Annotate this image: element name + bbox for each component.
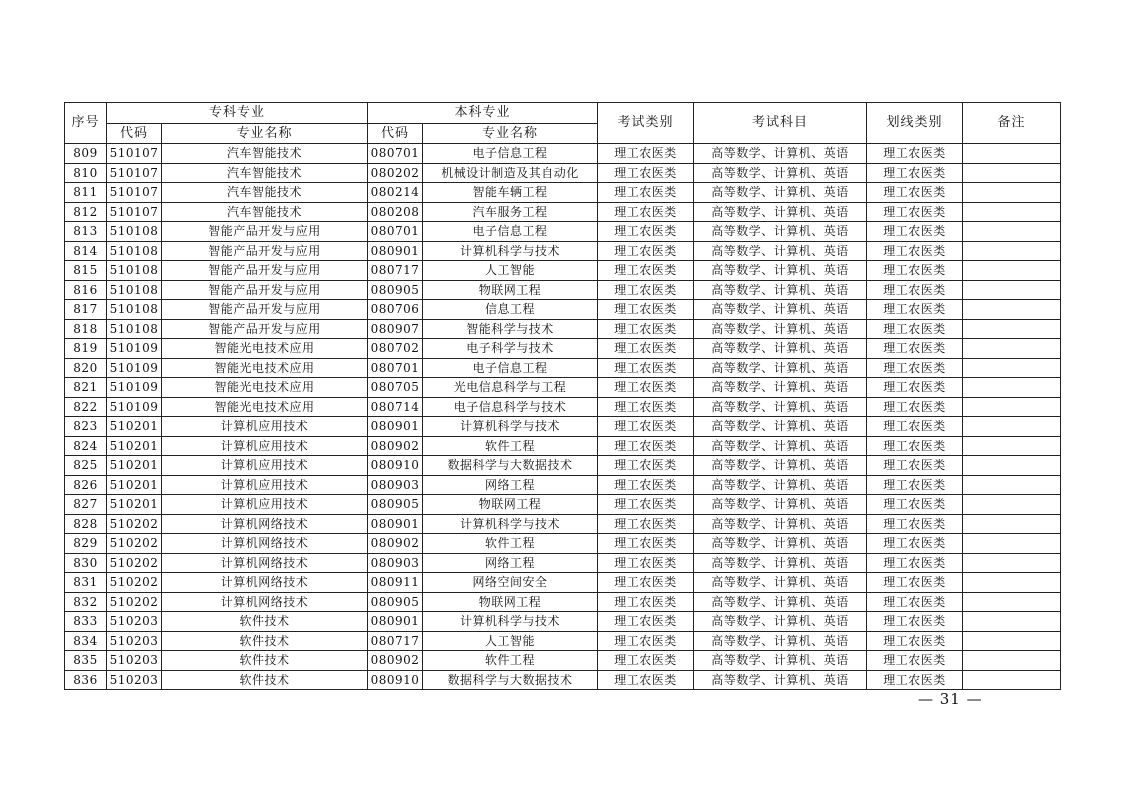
benke-name-cell: 人工智能 xyxy=(423,261,598,281)
benke-code-cell: 080202 xyxy=(368,163,423,183)
table-row xyxy=(65,534,1061,554)
line-category-cell: 理工农医类 xyxy=(867,300,963,320)
zhuanke-name-cell: 计算机网络技术 xyxy=(162,534,368,554)
seq-cell: 815 xyxy=(65,261,107,281)
zhuanke-code-cell: 510107 xyxy=(107,183,162,203)
remarks-cell xyxy=(963,280,1061,300)
remarks-cell xyxy=(963,417,1061,437)
zhuanke-code-cell: 510108 xyxy=(107,222,162,242)
remarks-cell xyxy=(963,163,1061,183)
table-row xyxy=(65,670,1061,690)
exam-category-cell: 理工农医类 xyxy=(598,300,694,320)
line-category-cell: 理工农医类 xyxy=(867,319,963,339)
seq-cell: 828 xyxy=(65,514,107,534)
remarks-cell xyxy=(963,651,1061,671)
zhuanke-name-cell: 智能产品开发与应用 xyxy=(162,241,368,261)
zhuanke-code-cell: 510108 xyxy=(107,280,162,300)
zhuanke-code-cell: 510202 xyxy=(107,553,162,573)
benke-name-cell: 计算机科学与技术 xyxy=(423,417,598,437)
zhuanke-name-cell: 计算机网络技术 xyxy=(162,514,368,534)
line-category-cell: 理工农医类 xyxy=(867,514,963,534)
exam-subjects-cell: 高等数学、计算机、英语 xyxy=(694,319,867,339)
exam-subjects-cell: 高等数学、计算机、英语 xyxy=(694,670,867,690)
zhuanke-code-cell: 510202 xyxy=(107,534,162,554)
table-row xyxy=(65,261,1061,281)
exam-category-cell: 理工农医类 xyxy=(598,417,694,437)
exam-category-cell: 理工农医类 xyxy=(598,241,694,261)
zhuanke-name-cell: 计算机网络技术 xyxy=(162,573,368,593)
benke-name-cell: 物联网工程 xyxy=(423,495,598,515)
benke-code-cell: 080714 xyxy=(368,397,423,417)
seq-cell: 823 xyxy=(65,417,107,437)
exam-subjects-cell: 高等数学、计算机、英语 xyxy=(694,651,867,671)
seq-cell: 816 xyxy=(65,280,107,300)
line-category-cell: 理工农医类 xyxy=(867,241,963,261)
benke-name-cell: 软件工程 xyxy=(423,651,598,671)
benke-code-cell: 080911 xyxy=(368,573,423,593)
exam-subjects-cell: 高等数学、计算机、英语 xyxy=(694,202,867,222)
line-category-cell: 理工农医类 xyxy=(867,670,963,690)
header-exam-category: 考试类别 xyxy=(598,103,694,144)
zhuanke-name-cell: 智能光电技术应用 xyxy=(162,397,368,417)
benke-code-cell: 080717 xyxy=(368,631,423,651)
line-category-cell: 理工农医类 xyxy=(867,358,963,378)
table-row xyxy=(65,436,1061,456)
table-row xyxy=(65,475,1061,495)
exam-category-cell: 理工农医类 xyxy=(598,280,694,300)
table-row xyxy=(65,339,1061,359)
table-row xyxy=(65,163,1061,183)
benke-code-cell: 080901 xyxy=(368,417,423,437)
zhuanke-code-cell: 510108 xyxy=(107,261,162,281)
exam-subjects-cell: 高等数学、计算机、英语 xyxy=(694,417,867,437)
zhuanke-name-cell: 软件技术 xyxy=(162,670,368,690)
exam-category-cell: 理工农医类 xyxy=(598,612,694,632)
line-category-cell: 理工农医类 xyxy=(867,573,963,593)
header-zhuanke: 专科专业 xyxy=(107,103,368,124)
exam-subjects-cell: 高等数学、计算机、英语 xyxy=(694,261,867,281)
majors-table xyxy=(64,102,1061,690)
zhuanke-code-cell: 510201 xyxy=(107,456,162,476)
exam-category-cell: 理工农医类 xyxy=(598,514,694,534)
seq-cell: 811 xyxy=(65,183,107,203)
zhuanke-name-cell: 智能产品开发与应用 xyxy=(162,222,368,242)
line-category-cell: 理工农医类 xyxy=(867,534,963,554)
remarks-cell xyxy=(963,202,1061,222)
zhuanke-code-cell: 510203 xyxy=(107,651,162,671)
table-row xyxy=(65,222,1061,242)
header-benke-code: 代码 xyxy=(368,124,423,144)
table-row xyxy=(65,280,1061,300)
benke-name-cell: 人工智能 xyxy=(423,631,598,651)
zhuanke-name-cell: 智能光电技术应用 xyxy=(162,358,368,378)
remarks-cell xyxy=(963,514,1061,534)
benke-code-cell: 080910 xyxy=(368,456,423,476)
benke-code-cell: 080214 xyxy=(368,183,423,203)
line-category-cell: 理工农医类 xyxy=(867,651,963,671)
benke-name-cell: 数据科学与大数据技术 xyxy=(423,456,598,476)
exam-subjects-cell: 高等数学、计算机、英语 xyxy=(694,163,867,183)
zhuanke-code-cell: 510201 xyxy=(107,436,162,456)
exam-category-cell: 理工农医类 xyxy=(598,163,694,183)
benke-name-cell: 电子信息工程 xyxy=(423,222,598,242)
benke-code-cell: 080905 xyxy=(368,495,423,515)
exam-subjects-cell: 高等数学、计算机、英语 xyxy=(694,573,867,593)
zhuanke-name-cell: 软件技术 xyxy=(162,651,368,671)
exam-category-cell: 理工农医类 xyxy=(598,670,694,690)
table-body xyxy=(65,144,1061,690)
exam-category-cell: 理工农医类 xyxy=(598,475,694,495)
seq-cell: 833 xyxy=(65,612,107,632)
zhuanke-code-cell: 510201 xyxy=(107,495,162,515)
seq-cell: 822 xyxy=(65,397,107,417)
line-category-cell: 理工农医类 xyxy=(867,183,963,203)
remarks-cell xyxy=(963,183,1061,203)
benke-code-cell: 080907 xyxy=(368,319,423,339)
seq-cell: 832 xyxy=(65,592,107,612)
table-row xyxy=(65,456,1061,476)
benke-code-cell: 080905 xyxy=(368,280,423,300)
seq-cell: 825 xyxy=(65,456,107,476)
line-category-cell: 理工农医类 xyxy=(867,436,963,456)
exam-category-cell: 理工农医类 xyxy=(598,553,694,573)
benke-code-cell: 080905 xyxy=(368,592,423,612)
table-row xyxy=(65,358,1061,378)
line-category-cell: 理工农医类 xyxy=(867,553,963,573)
exam-category-cell: 理工农医类 xyxy=(598,222,694,242)
header-benke-name: 专业名称 xyxy=(423,124,598,144)
benke-code-cell: 080701 xyxy=(368,358,423,378)
benke-code-cell: 080901 xyxy=(368,612,423,632)
benke-code-cell: 080910 xyxy=(368,670,423,690)
line-category-cell: 理工农医类 xyxy=(867,475,963,495)
remarks-cell xyxy=(963,397,1061,417)
zhuanke-name-cell: 计算机网络技术 xyxy=(162,553,368,573)
benke-name-cell: 网络空间安全 xyxy=(423,573,598,593)
zhuanke-code-cell: 510201 xyxy=(107,417,162,437)
table-row xyxy=(65,144,1061,164)
exam-subjects-cell: 高等数学、计算机、英语 xyxy=(694,436,867,456)
benke-name-cell: 计算机科学与技术 xyxy=(423,241,598,261)
header-line-category: 划线类别 xyxy=(867,103,963,144)
benke-code-cell: 080702 xyxy=(368,339,423,359)
benke-name-cell: 智能车辆工程 xyxy=(423,183,598,203)
benke-code-cell: 080705 xyxy=(368,378,423,398)
table-row xyxy=(65,573,1061,593)
remarks-cell xyxy=(963,241,1061,261)
table-row xyxy=(65,514,1061,534)
zhuanke-name-cell: 计算机应用技术 xyxy=(162,417,368,437)
remarks-cell xyxy=(963,144,1061,164)
seq-cell: 809 xyxy=(65,144,107,164)
seq-cell: 830 xyxy=(65,553,107,573)
benke-code-cell: 080701 xyxy=(368,222,423,242)
line-category-cell: 理工农医类 xyxy=(867,163,963,183)
seq-cell: 820 xyxy=(65,358,107,378)
benke-name-cell: 网络工程 xyxy=(423,553,598,573)
line-category-cell: 理工农医类 xyxy=(867,417,963,437)
zhuanke-name-cell: 智能光电技术应用 xyxy=(162,378,368,398)
exam-category-cell: 理工农医类 xyxy=(598,495,694,515)
remarks-cell xyxy=(963,553,1061,573)
exam-category-cell: 理工农医类 xyxy=(598,456,694,476)
zhuanke-code-cell: 510203 xyxy=(107,631,162,651)
zhuanke-code-cell: 510202 xyxy=(107,573,162,593)
exam-subjects-cell: 高等数学、计算机、英语 xyxy=(694,553,867,573)
line-category-cell: 理工农医类 xyxy=(867,144,963,164)
seq-cell: 836 xyxy=(65,670,107,690)
seq-cell: 818 xyxy=(65,319,107,339)
zhuanke-name-cell: 智能光电技术应用 xyxy=(162,339,368,359)
zhuanke-code-cell: 510107 xyxy=(107,163,162,183)
remarks-cell xyxy=(963,475,1061,495)
table-row xyxy=(65,417,1061,437)
zhuanke-name-cell: 计算机应用技术 xyxy=(162,475,368,495)
remarks-cell xyxy=(963,592,1061,612)
zhuanke-code-cell: 510202 xyxy=(107,514,162,534)
table-row xyxy=(65,202,1061,222)
remarks-cell xyxy=(963,631,1061,651)
exam-subjects-cell: 高等数学、计算机、英语 xyxy=(694,280,867,300)
benke-code-cell: 080717 xyxy=(368,261,423,281)
exam-subjects-cell: 高等数学、计算机、英语 xyxy=(694,534,867,554)
exam-subjects-cell: 高等数学、计算机、英语 xyxy=(694,241,867,261)
table-row xyxy=(65,241,1061,261)
benke-name-cell: 计算机科学与技术 xyxy=(423,612,598,632)
zhuanke-code-cell: 510109 xyxy=(107,378,162,398)
exam-subjects-cell: 高等数学、计算机、英语 xyxy=(694,222,867,242)
zhuanke-name-cell: 计算机应用技术 xyxy=(162,495,368,515)
line-category-cell: 理工农医类 xyxy=(867,397,963,417)
exam-category-cell: 理工农医类 xyxy=(598,631,694,651)
seq-cell: 817 xyxy=(65,300,107,320)
seq-cell: 813 xyxy=(65,222,107,242)
exam-subjects-cell: 高等数学、计算机、英语 xyxy=(694,300,867,320)
line-category-cell: 理工农医类 xyxy=(867,202,963,222)
remarks-cell xyxy=(963,495,1061,515)
seq-cell: 831 xyxy=(65,573,107,593)
seq-cell: 834 xyxy=(65,631,107,651)
line-category-cell: 理工农医类 xyxy=(867,612,963,632)
line-category-cell: 理工农医类 xyxy=(867,631,963,651)
seq-cell: 810 xyxy=(65,163,107,183)
remarks-cell xyxy=(963,573,1061,593)
exam-subjects-cell: 高等数学、计算机、英语 xyxy=(694,378,867,398)
zhuanke-code-cell: 510109 xyxy=(107,358,162,378)
line-category-cell: 理工农医类 xyxy=(867,456,963,476)
header-exam-subjects: 考试科目 xyxy=(694,103,867,144)
exam-category-cell: 理工农医类 xyxy=(598,144,694,164)
table-row xyxy=(65,612,1061,632)
table-row xyxy=(65,319,1061,339)
table-row xyxy=(65,397,1061,417)
zhuanke-code-cell: 510109 xyxy=(107,397,162,417)
zhuanke-name-cell: 智能产品开发与应用 xyxy=(162,300,368,320)
seq-cell: 821 xyxy=(65,378,107,398)
remarks-cell xyxy=(963,670,1061,690)
header-seq: 序号 xyxy=(65,103,107,144)
benke-code-cell: 080902 xyxy=(368,534,423,554)
exam-subjects-cell: 高等数学、计算机、英语 xyxy=(694,456,867,476)
exam-category-cell: 理工农医类 xyxy=(598,573,694,593)
remarks-cell xyxy=(963,261,1061,281)
remarks-cell xyxy=(963,534,1061,554)
remarks-cell xyxy=(963,300,1061,320)
exam-category-cell: 理工农医类 xyxy=(598,339,694,359)
zhuanke-name-cell: 软件技术 xyxy=(162,612,368,632)
remarks-cell xyxy=(963,319,1061,339)
zhuanke-code-cell: 510107 xyxy=(107,202,162,222)
benke-name-cell: 物联网工程 xyxy=(423,280,598,300)
exam-category-cell: 理工农医类 xyxy=(598,534,694,554)
line-category-cell: 理工农医类 xyxy=(867,280,963,300)
benke-name-cell: 网络工程 xyxy=(423,475,598,495)
seq-cell: 824 xyxy=(65,436,107,456)
table-row xyxy=(65,651,1061,671)
exam-subjects-cell: 高等数学、计算机、英语 xyxy=(694,495,867,515)
zhuanke-code-cell: 510203 xyxy=(107,670,162,690)
table-row xyxy=(65,300,1061,320)
zhuanke-name-cell: 计算机应用技术 xyxy=(162,456,368,476)
zhuanke-name-cell: 汽车智能技术 xyxy=(162,144,368,164)
benke-name-cell: 软件工程 xyxy=(423,534,598,554)
zhuanke-code-cell: 510109 xyxy=(107,339,162,359)
zhuanke-code-cell: 510108 xyxy=(107,241,162,261)
table-row xyxy=(65,495,1061,515)
exam-category-cell: 理工农医类 xyxy=(598,651,694,671)
zhuanke-code-cell: 510202 xyxy=(107,592,162,612)
exam-subjects-cell: 高等数学、计算机、英语 xyxy=(694,475,867,495)
benke-name-cell: 电子信息科学与技术 xyxy=(423,397,598,417)
seq-cell: 812 xyxy=(65,202,107,222)
exam-subjects-cell: 高等数学、计算机、英语 xyxy=(694,514,867,534)
line-category-cell: 理工农医类 xyxy=(867,339,963,359)
remarks-cell xyxy=(963,222,1061,242)
benke-name-cell: 电子信息工程 xyxy=(423,358,598,378)
exam-category-cell: 理工农医类 xyxy=(598,183,694,203)
exam-category-cell: 理工农医类 xyxy=(598,202,694,222)
benke-name-cell: 物联网工程 xyxy=(423,592,598,612)
benke-name-cell: 智能科学与技术 xyxy=(423,319,598,339)
line-category-cell: 理工农医类 xyxy=(867,495,963,515)
benke-code-cell: 080902 xyxy=(368,651,423,671)
exam-category-cell: 理工农医类 xyxy=(598,397,694,417)
line-category-cell: 理工农医类 xyxy=(867,222,963,242)
zhuanke-name-cell: 汽车智能技术 xyxy=(162,202,368,222)
exam-subjects-cell: 高等数学、计算机、英语 xyxy=(694,358,867,378)
benke-name-cell: 光电信息科学与工程 xyxy=(423,378,598,398)
exam-category-cell: 理工农医类 xyxy=(598,592,694,612)
benke-code-cell: 080706 xyxy=(368,300,423,320)
exam-subjects-cell: 高等数学、计算机、英语 xyxy=(694,397,867,417)
zhuanke-name-cell: 智能产品开发与应用 xyxy=(162,280,368,300)
zhuanke-code-cell: 510107 xyxy=(107,144,162,164)
zhuanke-code-cell: 510203 xyxy=(107,612,162,632)
table-row xyxy=(65,592,1061,612)
exam-subjects-cell: 高等数学、计算机、英语 xyxy=(694,144,867,164)
exam-subjects-cell: 高等数学、计算机、英语 xyxy=(694,612,867,632)
header-remarks: 备注 xyxy=(963,103,1061,144)
table-row xyxy=(65,553,1061,573)
header-zhuanke-name: 专业名称 xyxy=(162,124,368,144)
table-row xyxy=(65,183,1061,203)
remarks-cell xyxy=(963,456,1061,476)
benke-code-cell: 080902 xyxy=(368,436,423,456)
zhuanke-name-cell: 汽车智能技术 xyxy=(162,183,368,203)
seq-cell: 835 xyxy=(65,651,107,671)
remarks-cell xyxy=(963,436,1061,456)
table-row xyxy=(65,631,1061,651)
seq-cell: 814 xyxy=(65,241,107,261)
seq-cell: 829 xyxy=(65,534,107,554)
zhuanke-name-cell: 计算机应用技术 xyxy=(162,436,368,456)
benke-name-cell: 电子信息工程 xyxy=(423,144,598,164)
line-category-cell: 理工农医类 xyxy=(867,261,963,281)
benke-name-cell: 电子科学与技术 xyxy=(423,339,598,359)
zhuanke-name-cell: 智能产品开发与应用 xyxy=(162,319,368,339)
page-number: — 31 — xyxy=(918,690,983,708)
benke-name-cell: 机械设计制造及其自动化 xyxy=(423,163,598,183)
exam-category-cell: 理工农医类 xyxy=(598,319,694,339)
header-zhuanke-code: 代码 xyxy=(107,124,162,144)
exam-category-cell: 理工农医类 xyxy=(598,378,694,398)
zhuanke-name-cell: 汽车智能技术 xyxy=(162,163,368,183)
exam-subjects-cell: 高等数学、计算机、英语 xyxy=(694,631,867,651)
benke-code-cell: 080701 xyxy=(368,144,423,164)
exam-subjects-cell: 高等数学、计算机、英语 xyxy=(694,592,867,612)
benke-code-cell: 080903 xyxy=(368,553,423,573)
benke-name-cell: 计算机科学与技术 xyxy=(423,514,598,534)
seq-cell: 819 xyxy=(65,339,107,359)
remarks-cell xyxy=(963,358,1061,378)
benke-code-cell: 080208 xyxy=(368,202,423,222)
zhuanke-name-cell: 计算机网络技术 xyxy=(162,592,368,612)
exam-subjects-cell: 高等数学、计算机、英语 xyxy=(694,339,867,359)
exam-category-cell: 理工农医类 xyxy=(598,358,694,378)
remarks-cell xyxy=(963,339,1061,359)
seq-cell: 827 xyxy=(65,495,107,515)
benke-name-cell: 软件工程 xyxy=(423,436,598,456)
exam-subjects-cell: 高等数学、计算机、英语 xyxy=(694,183,867,203)
line-category-cell: 理工农医类 xyxy=(867,592,963,612)
zhuanke-name-cell: 智能产品开发与应用 xyxy=(162,261,368,281)
seq-cell: 826 xyxy=(65,475,107,495)
zhuanke-code-cell: 510108 xyxy=(107,300,162,320)
remarks-cell xyxy=(963,378,1061,398)
benke-name-cell: 汽车服务工程 xyxy=(423,202,598,222)
zhuanke-name-cell: 软件技术 xyxy=(162,631,368,651)
benke-code-cell: 080903 xyxy=(368,475,423,495)
exam-category-cell: 理工农医类 xyxy=(598,261,694,281)
zhuanke-code-cell: 510108 xyxy=(107,319,162,339)
exam-category-cell: 理工农医类 xyxy=(598,436,694,456)
zhuanke-code-cell: 510201 xyxy=(107,475,162,495)
header-benke: 本科专业 xyxy=(368,103,598,124)
benke-code-cell: 080901 xyxy=(368,241,423,261)
table-row xyxy=(65,378,1061,398)
benke-name-cell: 数据科学与大数据技术 xyxy=(423,670,598,690)
remarks-cell xyxy=(963,612,1061,632)
line-category-cell: 理工农医类 xyxy=(867,378,963,398)
benke-name-cell: 信息工程 xyxy=(423,300,598,320)
benke-code-cell: 080901 xyxy=(368,514,423,534)
table-header xyxy=(65,103,1061,144)
